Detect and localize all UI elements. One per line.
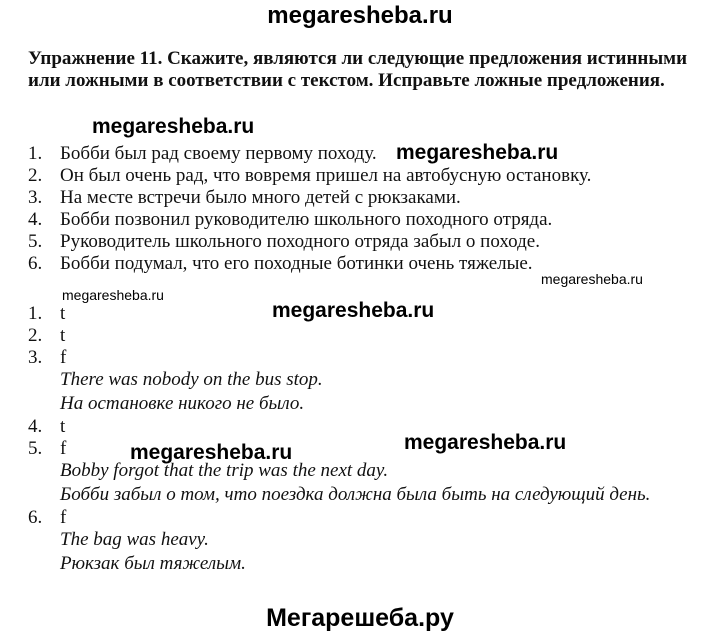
statement-number: 1. xyxy=(28,143,43,164)
statement-number: 5. xyxy=(28,231,43,252)
exercise-heading: Упражнение 11. Скажите, являются ли следующие предложения истинными или ложными в соответствии с текстом. Исправьте ложные предложения. xyxy=(28,48,688,91)
statement-text: Бобби подумал, что его походные ботинки очень тяжелые. xyxy=(60,253,533,274)
watermark: megaresheba.ru xyxy=(62,287,164,303)
answer-item xyxy=(28,438,66,460)
answer-number: 6. xyxy=(28,507,43,528)
answer-value: f xyxy=(60,347,67,368)
correction-russian: Бобби забыл о том, что поездка должна была быть на следующий день. xyxy=(60,484,651,505)
correction-english: There was nobody on the bus stop. xyxy=(60,369,323,390)
correction-english: Bobby forgot that the trip was the next day. xyxy=(60,460,389,481)
watermark-top: megaresheba.ru xyxy=(267,2,453,29)
watermark: megaresheba.ru xyxy=(404,431,567,454)
watermark-bottom: Мегарешеба.ру xyxy=(266,604,454,632)
watermark: megaresheba.ru xyxy=(541,271,643,287)
statement-number: 3. xyxy=(28,187,43,208)
statement-text: Бобби был рад своему первому походу. xyxy=(60,143,377,164)
statement-text: Руководитель школьного походного отряда забыл о походе. xyxy=(60,231,540,252)
statement-number: 4. xyxy=(28,209,43,230)
answer-number: 2. xyxy=(28,325,43,346)
statement-item xyxy=(28,143,377,165)
watermark: megaresheba.ru xyxy=(396,141,559,164)
answer-value: t xyxy=(60,416,66,437)
statement-item xyxy=(28,187,461,209)
answer-item xyxy=(28,347,66,369)
answer-number: 5. xyxy=(28,438,43,459)
watermark: megaresheba.ru xyxy=(92,115,255,138)
statement-text: Он был очень рад, что вовремя пришел на автобусную остановку. xyxy=(60,165,592,186)
statement-text: На месте встречи было много детей с рюкзаками. xyxy=(60,187,461,208)
answer-value: f xyxy=(60,438,67,459)
statement-item xyxy=(28,253,533,275)
answer-value: t xyxy=(60,325,66,346)
answer-item xyxy=(28,325,65,347)
answer-item xyxy=(28,303,65,325)
answer-number: 1. xyxy=(28,303,43,324)
answer-number: 4. xyxy=(28,416,43,437)
statement-text: Бобби позвонил руководителю школьного походного отряда. xyxy=(60,209,553,230)
statement-item xyxy=(28,231,540,253)
answer-value: f xyxy=(60,507,67,528)
watermark: megaresheba.ru xyxy=(272,299,435,322)
statement-number: 2. xyxy=(28,165,43,186)
statement-item xyxy=(28,209,552,231)
answer-number: 3. xyxy=(28,347,43,368)
statement-number: 6. xyxy=(28,253,43,274)
correction-russian: На остановке никого не было. xyxy=(60,393,305,414)
answer-item xyxy=(28,416,65,438)
correction-russian: Рюкзак был тяжелым. xyxy=(60,553,246,574)
correction-english: The bag was heavy. xyxy=(60,529,209,550)
watermark: megaresheba.ru xyxy=(130,441,293,464)
answer-item xyxy=(28,507,66,529)
statement-item xyxy=(28,165,591,187)
answer-value: t xyxy=(60,303,66,324)
